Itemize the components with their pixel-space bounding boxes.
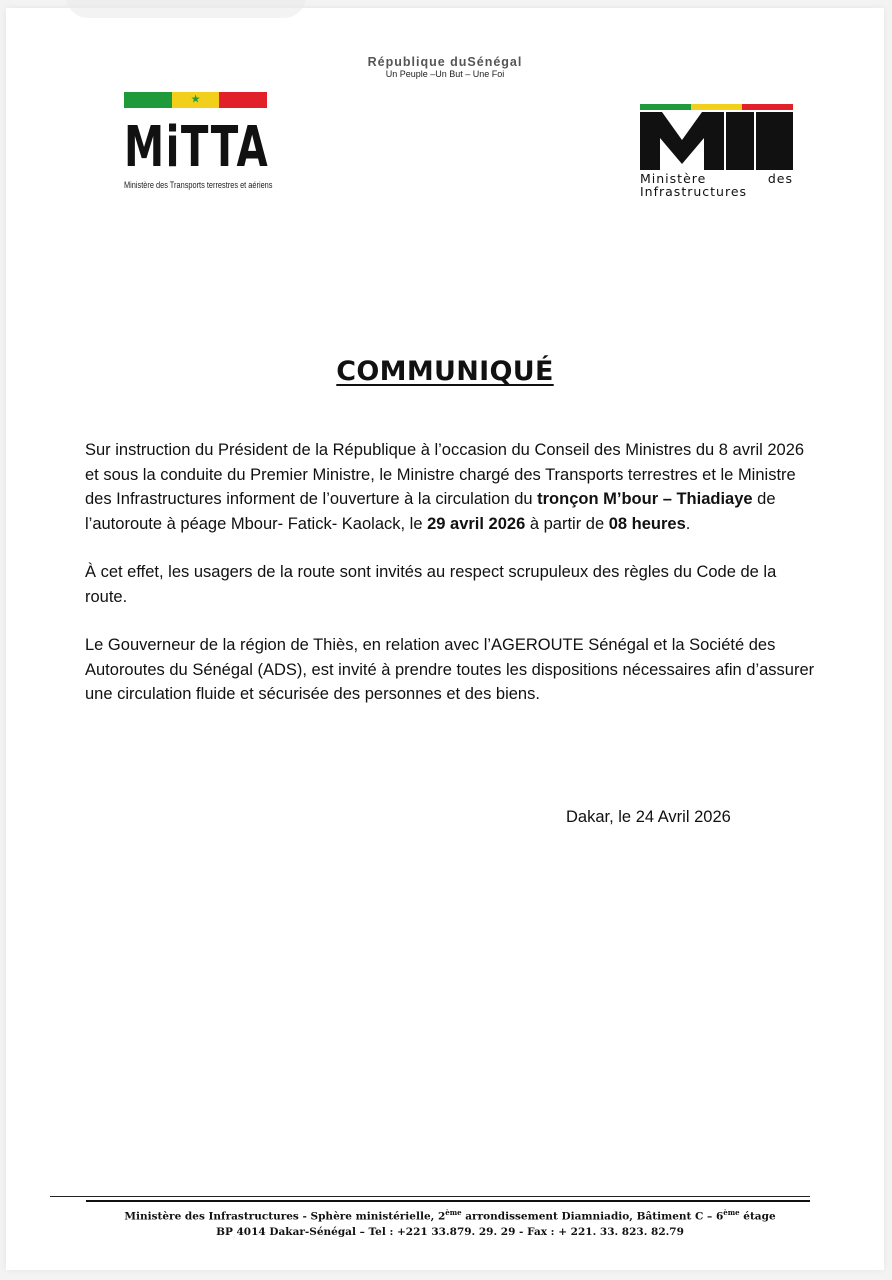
p1-text-2: de l’autoroute à péage Mbour- Fatick- Kaolack, le <box>85 490 776 533</box>
document-body <box>85 438 815 731</box>
p1-bold-date: 29 avril 2026 <box>427 514 526 533</box>
p1-bold-time: 08 heures <box>608 514 686 533</box>
p1-bold-segment: tronçon M’bour – Thiadiaye <box>537 490 753 508</box>
footer-line1-b: arrondissement Diamniadio, Bâtiment C – 6 <box>461 1210 724 1223</box>
mi-logo-text <box>640 173 793 198</box>
paragraph-3: Le Gouverneur de la région de Thiès, en relation avec l’AGEROUTE Sénégal et la Société des Autoroutes du Sénégal (ADS), est invité à prendre toutes les dispositions nécessaires afin d’assurer une circulation fluide et sécurisée des personnes et des biens. <box>85 636 815 703</box>
footer-line-1 <box>50 1205 850 1225</box>
p1-text-4: . <box>685 514 691 533</box>
mitta-logo <box>124 92 284 200</box>
document-page <box>6 8 884 1270</box>
paragraph-1 <box>85 438 815 536</box>
footer-line1-c: étage <box>739 1210 776 1223</box>
paragraph-2: À cet effet, les usagers de la route sont invités au respect scrupuleux des règles du Code de la route. <box>85 563 777 606</box>
republic-header <box>6 55 884 80</box>
republic-name: République duSénégal <box>367 55 523 69</box>
mi-flag-stripe-icon <box>640 104 793 110</box>
republic-motto: Un Peuple –Un But – Une Foi <box>385 69 505 80</box>
signoff-date: Dakar, le 24 Avril 2026 <box>566 808 731 826</box>
mi-logo-line2: Infrastructures <box>640 183 748 199</box>
document-title-text: COMMUNIQUÉ <box>336 356 554 387</box>
star-icon: ★ <box>190 93 201 106</box>
mi-logo-line1a: Ministère <box>640 171 707 186</box>
footer-sup-2: ème <box>723 1208 740 1217</box>
footer-line1-a: Ministère des Infrastructures - Sphère ministérielle, 2 <box>124 1210 446 1223</box>
mi-logo-line1b: des <box>767 171 793 186</box>
p1-text-1: Sur instruction du Président de la République à l’occasion du Conseil des Ministres du 8 avril 2026 et sous la conduite du Premier Ministre, le Ministre chargé des Transports terrestres et le Ministre des Infrastructures informent de l’ouverture à la circulation du <box>85 441 805 508</box>
mi-logo <box>640 104 800 200</box>
mitta-wordmark: MiTTA <box>124 115 270 180</box>
footer-sup-1: ème <box>445 1208 462 1217</box>
p1-text-3: à partir de <box>525 514 609 533</box>
mi-monogram-icon <box>640 112 793 170</box>
footer-address <box>50 1205 850 1240</box>
footer-divider <box>50 1196 810 1202</box>
senegal-flag-icon <box>124 92 267 108</box>
mitta-subtitle: Ministère des Transports terrestres et aériens <box>124 180 273 190</box>
footer-line-2: BP 4014 Dakar-Sénégal – Tel : +221 33.879. 29. 29 - Fax : + 221. 33. 823. 82.79 <box>216 1225 684 1238</box>
document-title <box>6 356 884 387</box>
top-shadow-artifact <box>66 0 306 18</box>
